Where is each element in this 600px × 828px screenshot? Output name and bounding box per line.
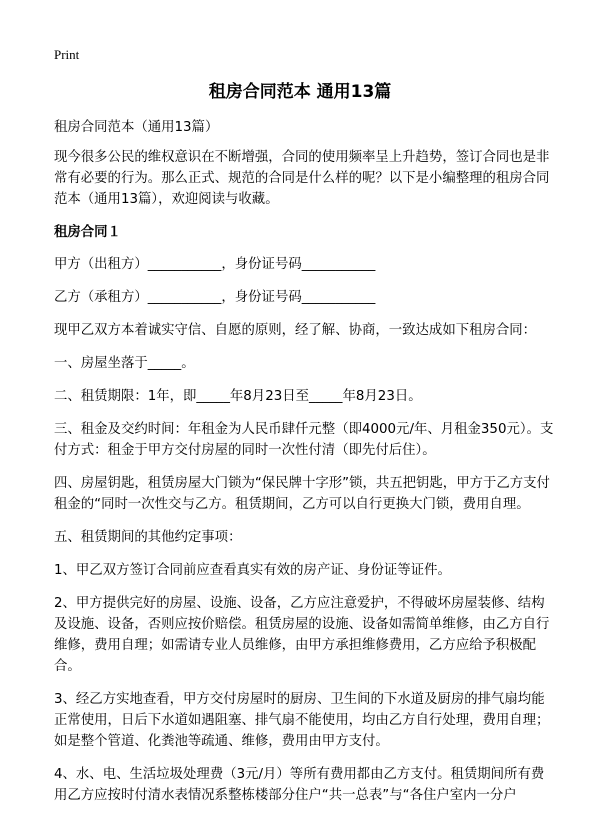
item-utilities: 4、水、电、生活垃圾处理费（3元/月）等所有费用都由乙方支付。租赁期间所有费用乙方应按时付清水表情况系整栋楼部分住户“共一总表”与“各住户室内一分户: [54, 767, 545, 803]
document-title: 租房合同范本 通用13篇: [208, 82, 392, 102]
section-heading: 租房合同１: [54, 225, 121, 240]
item-drainage: 3、经乙方实地查看，甲方交付房屋时的厨房、卫生间的下水道及厨房的排气扇均能正常使用，日后下水道如遇阻塞、排气扇不能使用，均由乙方自行处理，费用自理；如是整个管道、化粪池等疏通、维修，费用由甲方支付。: [54, 692, 550, 749]
party-b-line: 乙方（承租方）___________，身份证号码___________: [54, 290, 376, 305]
clause-keys: 四、房屋钥匙，租赁房屋大门锁为“保民牌十字形”锁，共五把钥匙，甲方于乙方支付租金的“同时一次性交与乙方。租赁期间，乙方可以自行更换大门锁，费用自理。: [54, 476, 550, 512]
intro-paragraph: 现今很多公民的维权意识在不断增强，合同的使用频率呈上升趋势，签订合同也是非常有必要的行为。那么正式、规范的合同是什么样的呢？以下是小编整理的租房合同范本（通用13篇），欢迎阅读与收藏。: [54, 150, 550, 207]
document-body: [54, 117, 554, 818]
party-a-line: 甲方（出租方）___________，身份证号码___________: [54, 257, 376, 272]
item-certificates: 1、甲乙双方签订合同前应查看真实有效的房产证、身份证等证件。: [54, 563, 451, 578]
clause-other-terms: 五、租赁期间的其他约定事项：: [54, 530, 242, 545]
clause-location: 一、房屋坐落于_____。: [54, 356, 195, 371]
preamble-paragraph: 现甲乙双方本着诚实守信、自愿的原则，经了解、协商，一致达成如下租房合同：: [54, 323, 537, 338]
print-label: Print: [54, 47, 80, 62]
document-subtitle: 租房合同范本（通用13篇）: [54, 120, 219, 135]
clause-rent: 三、租金及交约时间：年租金为人民币肆仟元整（即4000元/年、月租金350元）。支付方式：租金于甲方交付房屋的同时一次性付清（即先付后住）。: [54, 422, 554, 458]
clause-lease-term: 二、租赁期限：1年，即_____年8月23日至_____年8月23日。: [54, 389, 422, 404]
item-facilities: 2、甲方提供完好的房屋、设施、设备，乙方应注意爱护，不得破坏房屋装修、结构及设施、设备，否则应按价赔偿。租赁房屋的设施、设备如需简单维修，由乙方自行维修，费用自理；如需请专业人员维修，由甲方承担维修费用，乙方应给予积极配合。: [54, 596, 550, 674]
